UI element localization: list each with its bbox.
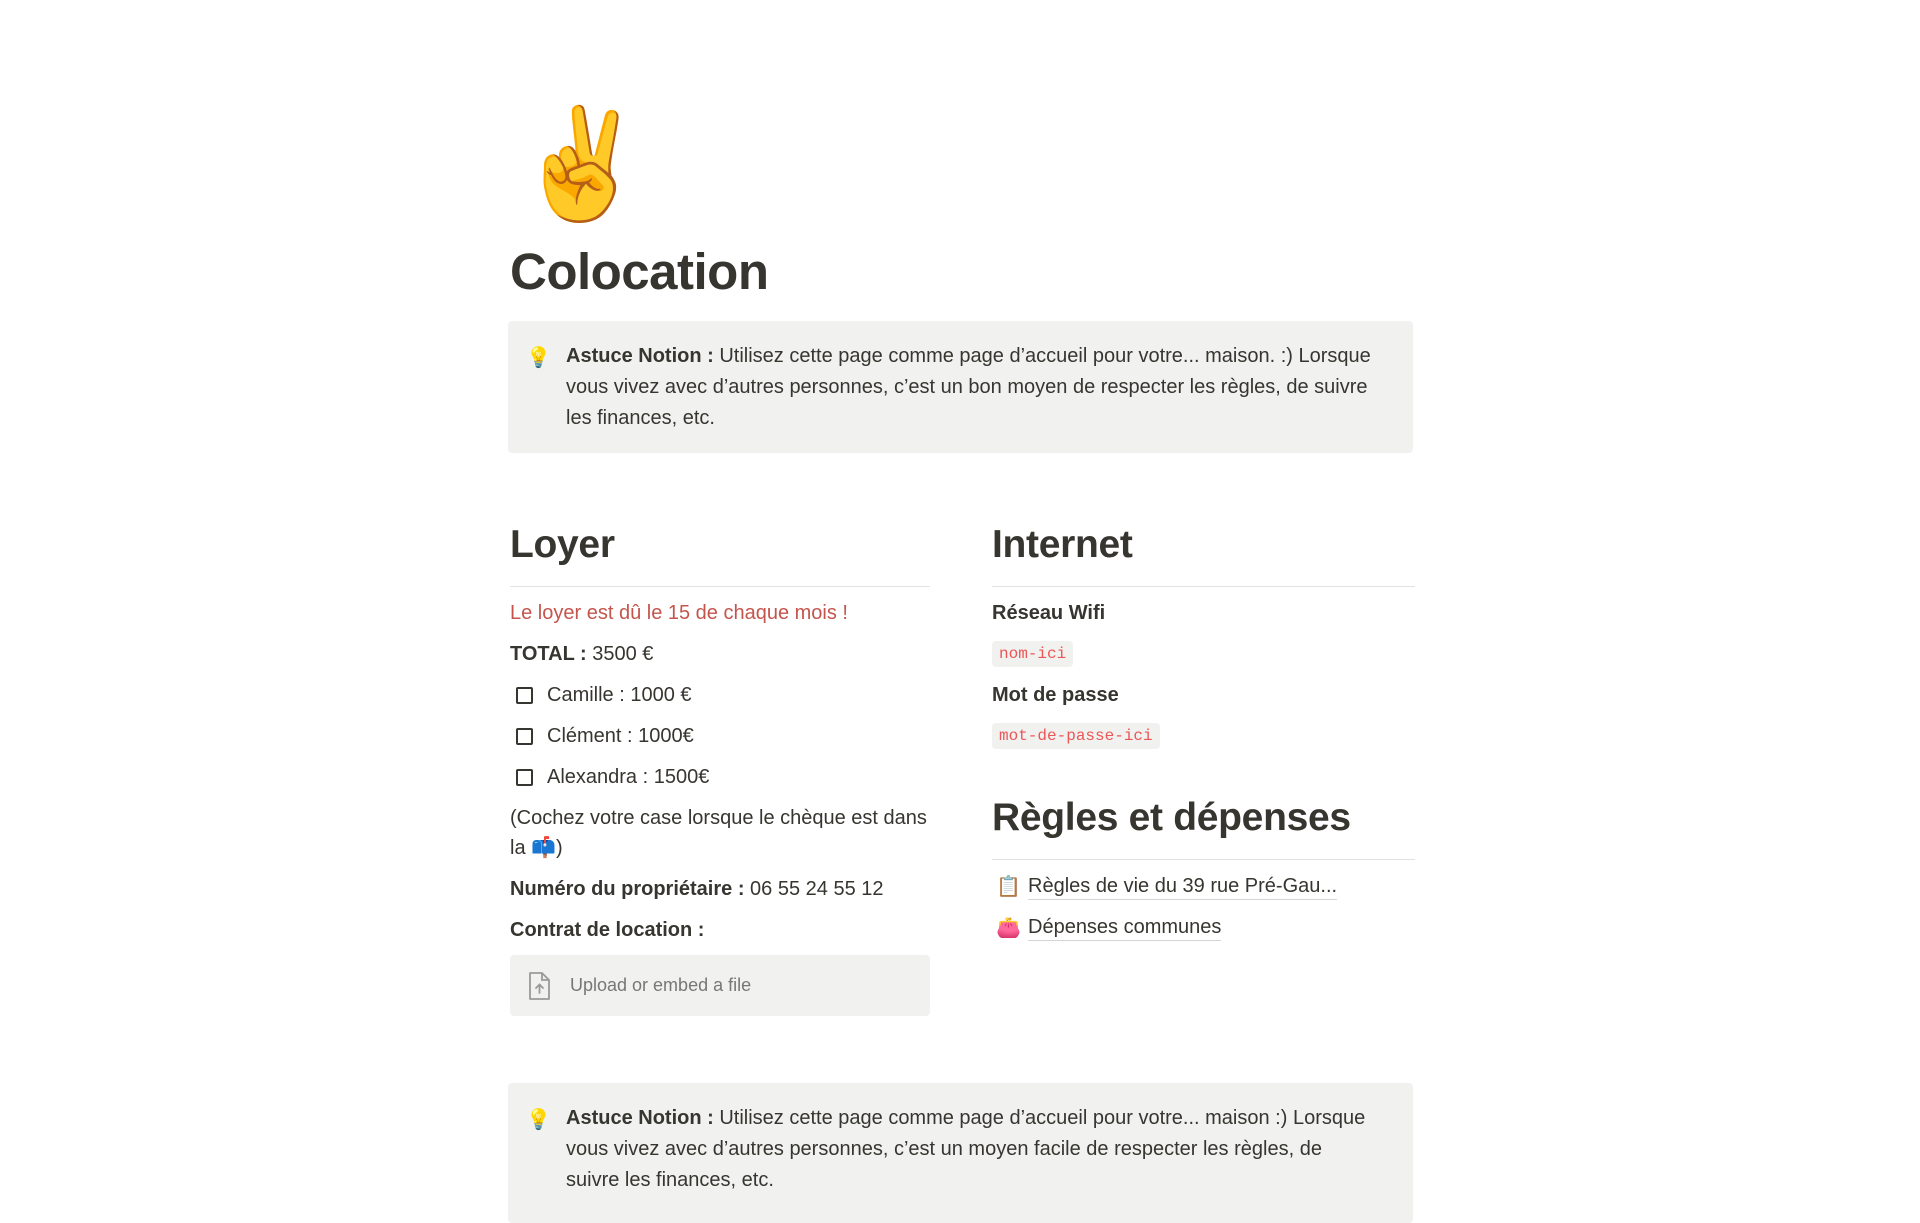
contract-label: Contrat de location : [510, 919, 705, 941]
purse-icon: 👛 [996, 916, 1021, 939]
rules-heading: Règles et dépenses [992, 793, 1415, 860]
check-note: (Cochez votre case lorsque le chèque est dans la 📫) [510, 807, 927, 859]
contract-line [510, 915, 930, 945]
owner-label: Numéro du propriétaire : [510, 878, 745, 900]
callout-bold-label: Astuce Notion : [566, 1107, 714, 1129]
lightbulb-icon: 💡 [526, 1109, 551, 1131]
todo-item[interactable] [510, 762, 930, 792]
password-label: Mot de passe [992, 684, 1119, 706]
wifi-name-code[interactable]: nom-ici [992, 641, 1073, 667]
wifi-value-line [992, 639, 1415, 669]
owner-line [510, 874, 930, 904]
upload-label: Upload or embed a file [570, 975, 752, 995]
callout-bold-label: Astuce Notion : [566, 345, 714, 367]
todo-checkbox[interactable] [516, 769, 533, 786]
todo-checkbox[interactable] [516, 728, 533, 745]
todo-item[interactable] [510, 721, 930, 751]
todo-checkbox[interactable] [516, 687, 533, 704]
todo-label: Camille : 1000 € [547, 683, 692, 706]
lightbulb-icon: 💡 [526, 347, 551, 369]
password-code[interactable]: mot-de-passe-ici [992, 723, 1160, 749]
page-emoji-icon[interactable]: ✌️ [514, 103, 649, 224]
total-line [510, 639, 930, 669]
internet-column [992, 520, 1415, 942]
page-link-expenses[interactable] [992, 912, 1415, 942]
owner-phone: 06 55 24 55 12 [744, 878, 884, 900]
callout-text: Utilisez cette page comme page d’accueil pour votre... maison :) Lorsque vous vivez avec d’autres personnes, c’est un moyen facile de respecter les règles, de suivre les finances, etc. [566, 1107, 1366, 1191]
file-upload-icon [528, 972, 550, 1000]
total-label: TOTAL : [510, 643, 587, 665]
page-link-rules[interactable] [992, 871, 1415, 901]
upload-file-block[interactable] [510, 955, 930, 1016]
rent-due-note: Le loyer est dû le 15 de chaque mois ! [510, 602, 848, 624]
internet-heading: Internet [992, 520, 1415, 587]
loyer-column [510, 520, 930, 1016]
page-link-label: Dépenses communes [1028, 914, 1221, 941]
callout-text: Utilisez cette page comme page d’accueil pour votre... maison. :) Lorsque vous vivez avec d’autres personnes, c’est un bon moyen de respecter les règles, de suivre les finances, etc. [566, 345, 1371, 429]
password-label-line [992, 680, 1415, 710]
todo-label: Clément : 1000€ [547, 724, 694, 747]
todo-item[interactable] [510, 680, 930, 710]
todo-label: Alexandra : 1500€ [547, 765, 710, 788]
wifi-label: Réseau Wifi [992, 602, 1106, 624]
password-value-line [992, 721, 1415, 751]
callout-tip [508, 321, 1413, 453]
total-value: 3500 € [586, 643, 654, 665]
page-link-label: Règles de vie du 39 rue Pré-Gau... [1028, 873, 1337, 900]
loyer-heading: Loyer [510, 520, 930, 587]
clipboard-icon: 📋 [996, 875, 1021, 898]
page-title[interactable]: Colocation [510, 243, 769, 300]
wifi-label-line [992, 598, 1415, 628]
callout-tip-bottom [508, 1083, 1413, 1223]
